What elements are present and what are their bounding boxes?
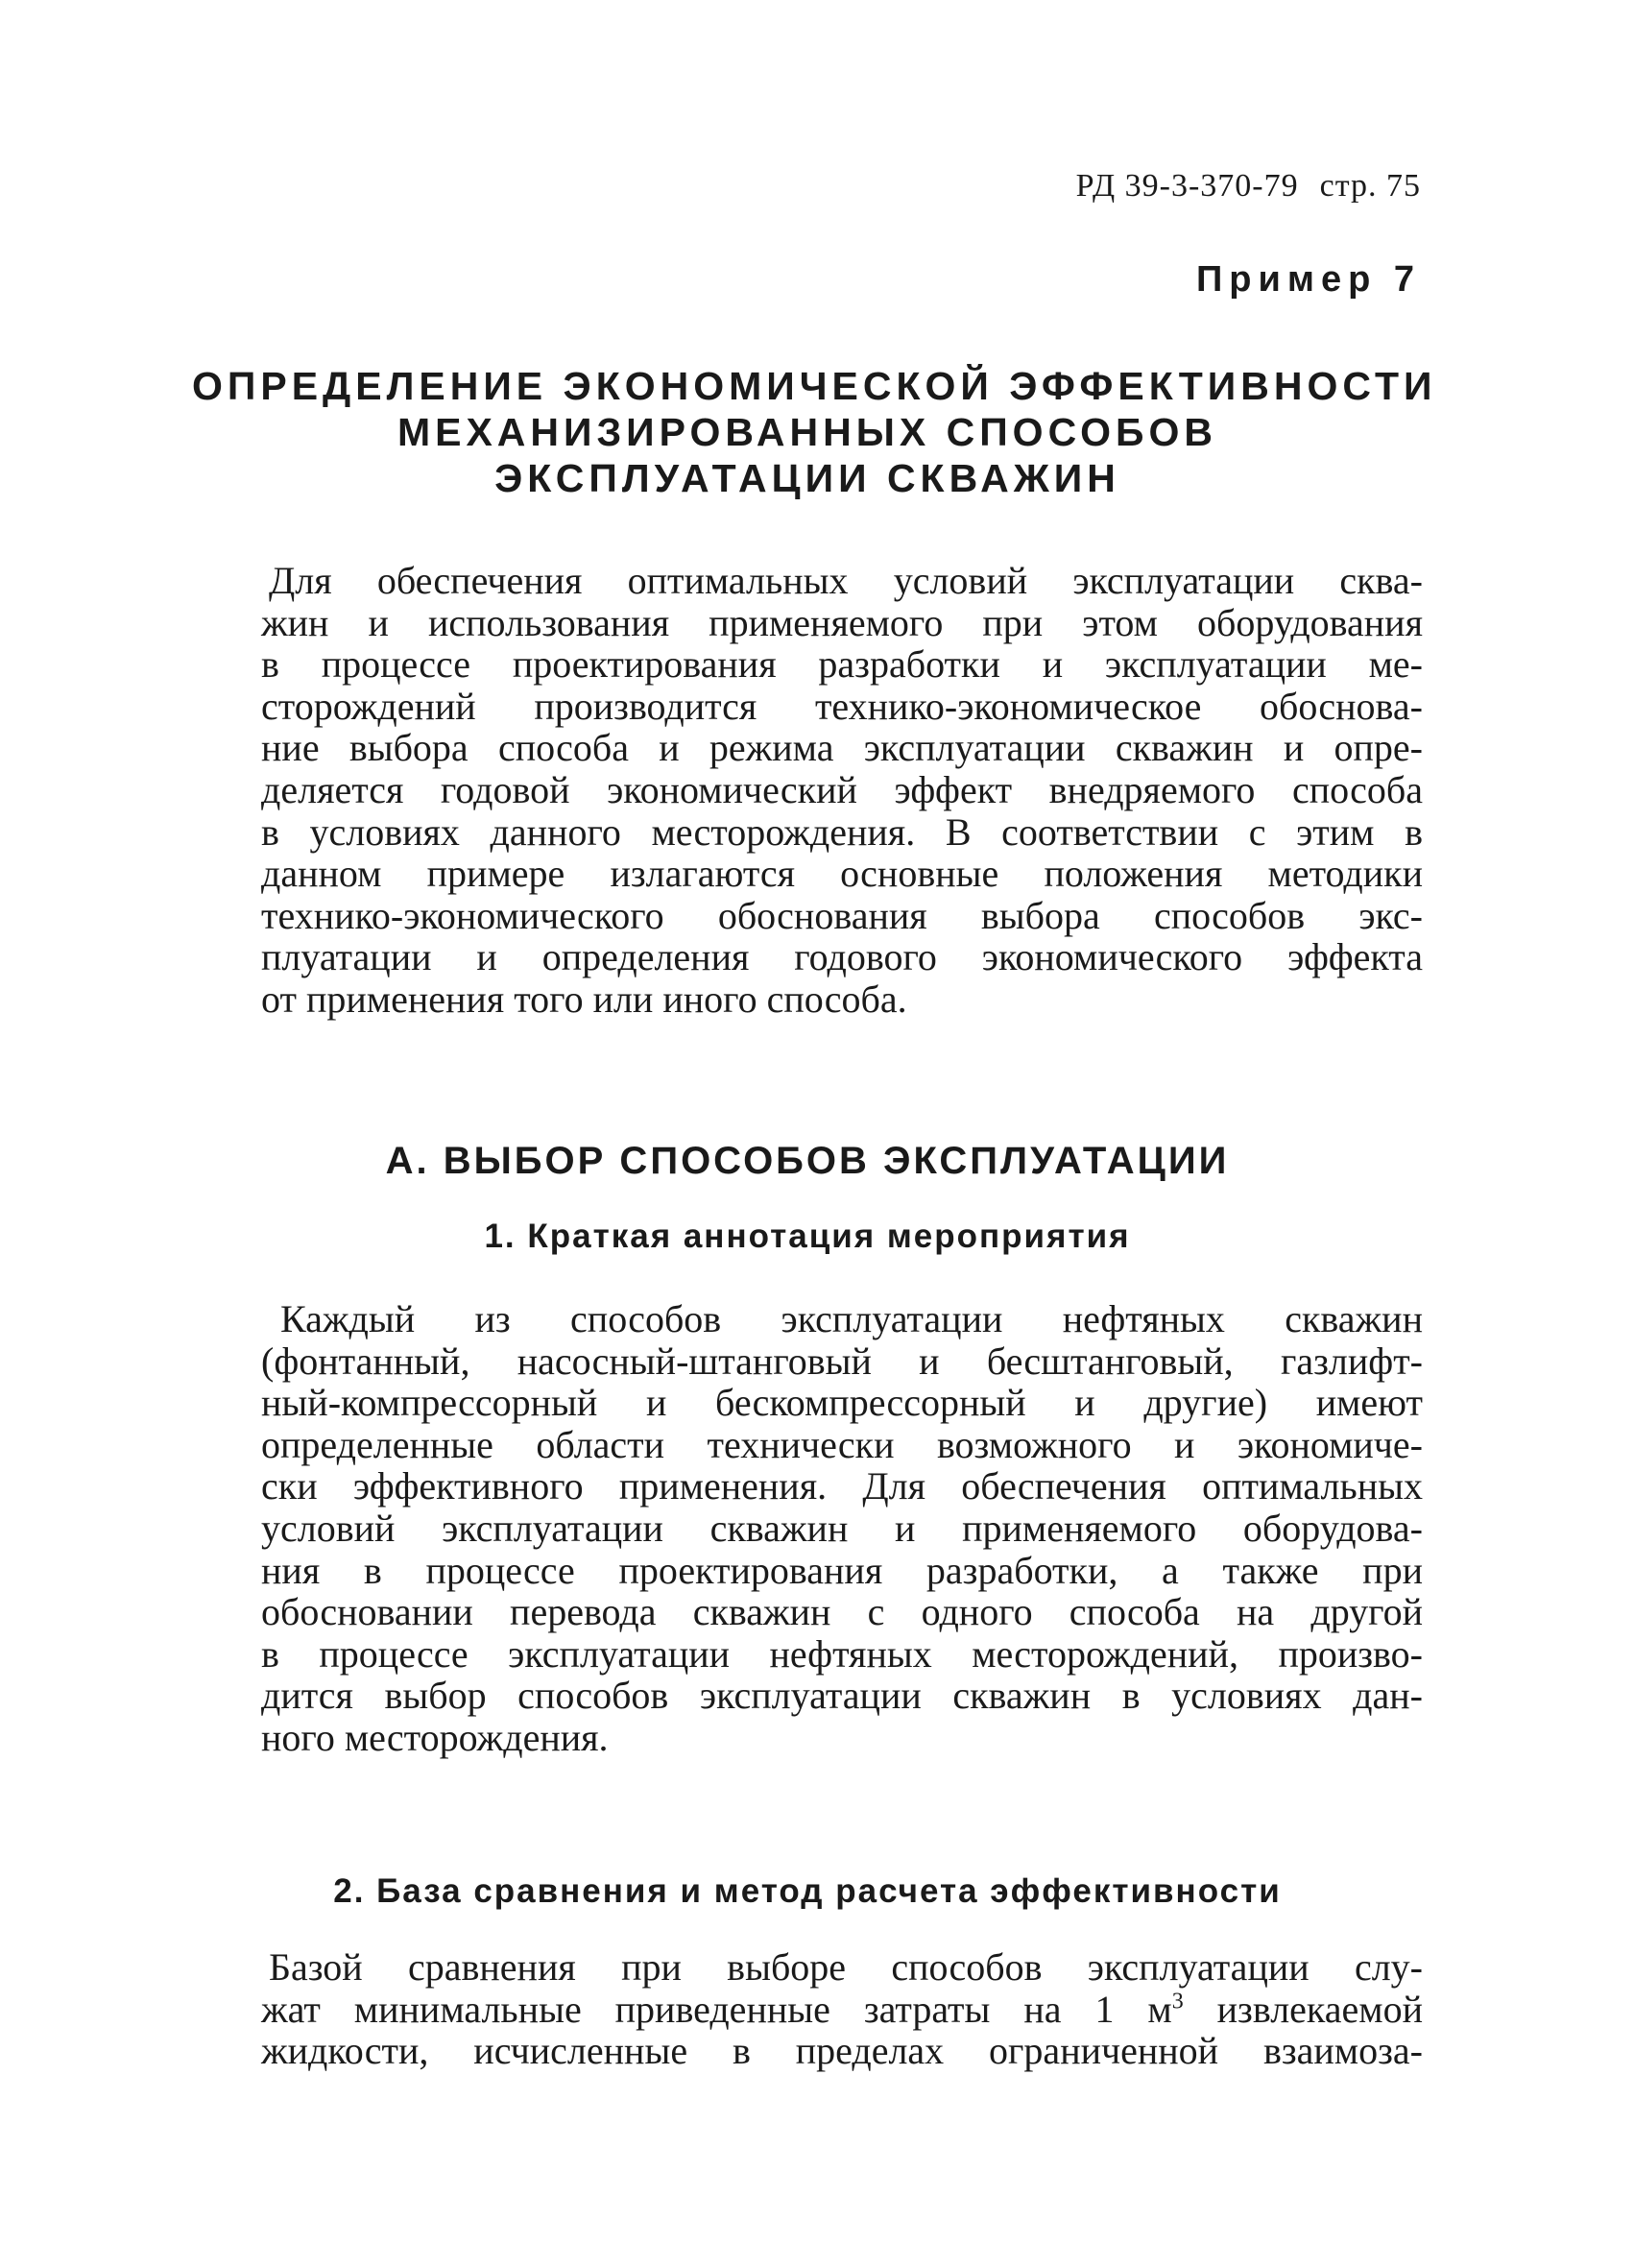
text-line: технико-экономического обоснования выбора способов экс- xyxy=(261,893,1423,937)
title-line: ЭКСПЛУАТАЦИИ СКВАЖИН xyxy=(494,456,1120,500)
text-line: Базой сравнения при выборе способов эксплуатации слу- xyxy=(269,1945,1423,1989)
text-line: ного месторождения. xyxy=(261,1715,609,1759)
text-fragment: извлекаемой xyxy=(1183,1987,1423,2031)
text-line: от применения того или иного способа. xyxy=(261,977,907,1021)
subsection-1-paragraph xyxy=(261,1298,1423,1759)
text-line: ние выбора способа и режима эксплуатации скважин и опре- xyxy=(261,726,1423,770)
document-code: РД 39-3-370-79 xyxy=(1075,168,1299,204)
text-line: (фонтанный, насосный-штанговый и бесштанговый, газлифт- xyxy=(261,1339,1423,1383)
intro-paragraph xyxy=(261,560,1423,1021)
subsection-heading-2: 2. База сравнения и метод расчета эффективности xyxy=(333,1872,1282,1910)
text-fragment: жат минимальные приведенные затраты на 1 м xyxy=(261,1987,1172,2031)
text-line: Каждый из способов эксплуатации нефтяных скважин xyxy=(280,1297,1423,1340)
text-line-with-superscript xyxy=(261,1989,1423,2031)
text-line: ски эффективного применения. Для обеспечения оптимальных xyxy=(261,1464,1423,1508)
text-line: обосновании перевода скважин с одного способа на другой xyxy=(261,1590,1423,1634)
text-line: жидкости, исчисленные в пределах ограниченной взаимоза- xyxy=(261,2029,1423,2073)
text-line: определенные области технически возможного и экономиче- xyxy=(261,1422,1423,1466)
text-line: дится выбор способов эксплуатации скважин в условиях дан- xyxy=(261,1674,1423,1718)
subsection-heading-1: 1. Краткая аннотация мероприятия xyxy=(484,1218,1131,1255)
text-line: ния в процессе проектирования разработки, а также при xyxy=(261,1548,1423,1592)
text-line: в процессе эксплуатации нефтяных месторождений, произво- xyxy=(261,1631,1423,1676)
text-line: плуатации и определения годового экономического эффекта xyxy=(261,935,1423,979)
text-line: в процессе проектирования разработки и эксплуатации ме- xyxy=(261,642,1423,687)
title-line: МЕХАНИЗИРОВАННЫХ СПОСОБОВ xyxy=(396,410,1218,454)
text-line: деляется годовой экономический эффект внедряемого способа xyxy=(261,767,1423,811)
text-line: сторождений производится технико-экономическое обоснова- xyxy=(261,684,1423,728)
text-line: жин и использования применяемого при этом оборудования xyxy=(261,600,1423,644)
text-line: ный-компрессорный и бескомпрессорный и другие) имеют xyxy=(261,1381,1423,1425)
superscript-3: 3 xyxy=(1171,1989,1184,2015)
text-line: условий эксплуатации скважин и применяемого оборудова- xyxy=(261,1506,1423,1550)
page-header xyxy=(1076,168,1421,205)
example-label: Пример 7 xyxy=(1195,259,1421,300)
text-line: данном примере излагаются основные положения методики xyxy=(261,852,1423,896)
subsection-2-paragraph xyxy=(261,1946,1423,2072)
section-heading-a: А. ВЫБОР СПОСОБОВ ЭКСПЛУАТАЦИИ xyxy=(385,1140,1230,1182)
text-line: Для обеспечения оптимальных условий эксплуатации сква- xyxy=(269,559,1423,602)
page-number: стр. 75 xyxy=(1319,168,1421,204)
text-line: в условиях данного месторождения. В соответствии с этим в xyxy=(261,809,1423,854)
page-title xyxy=(192,363,1437,501)
title-line: ОПРЕДЕЛЕНИЕ ЭКОНОМИЧЕСКОЙ ЭФФЕКТИВНОСТИ xyxy=(192,364,1437,408)
